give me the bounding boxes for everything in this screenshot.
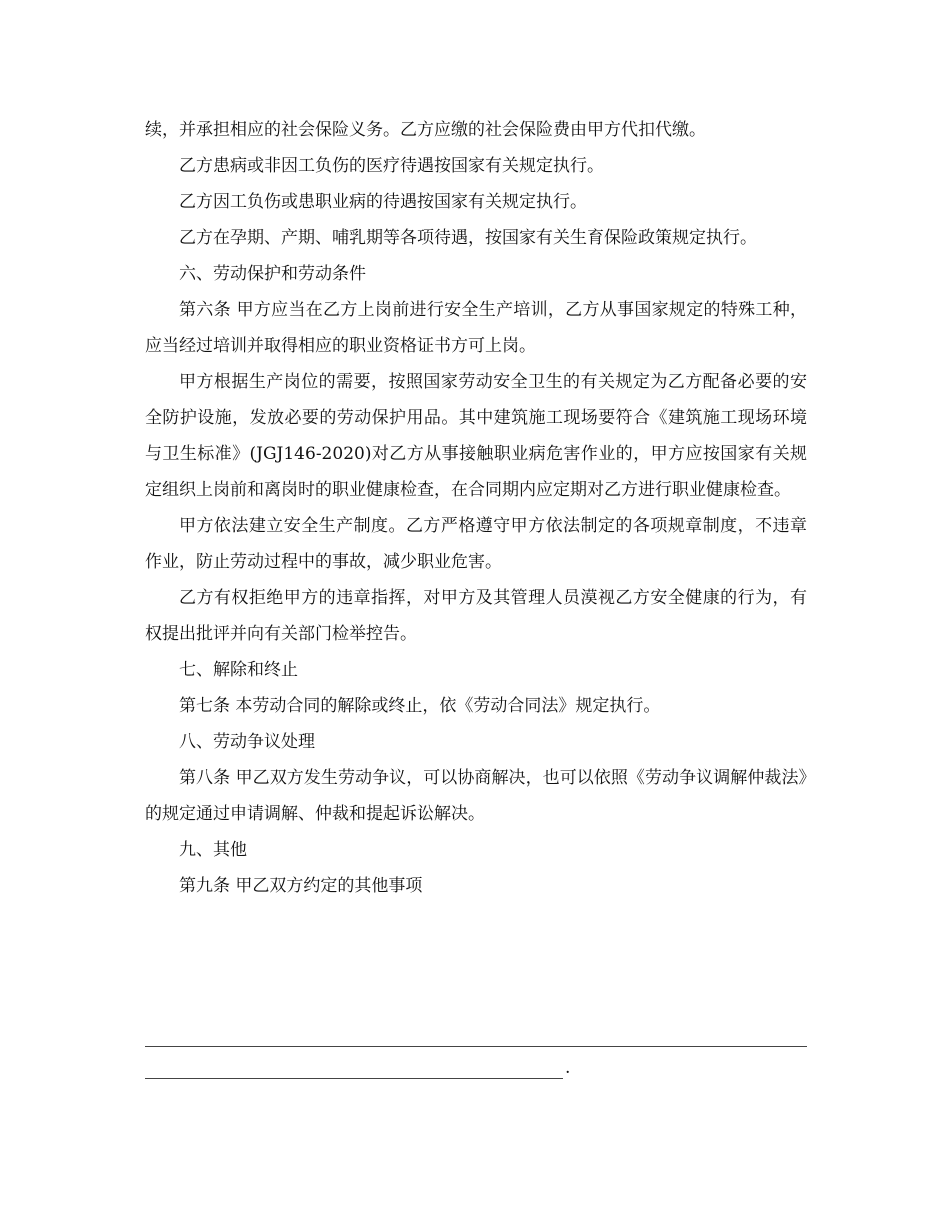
paragraph-work-injury-treatment: 乙方因工负伤或患职业病的待遇按国家有关规定执行。 [179, 192, 587, 212]
document-body [145, 112, 807, 904]
paragraph-maternity-treatment: 乙方在孕期、产期、哺乳期等各项待遇，按国家有关生育保险政策规定执行。 [179, 228, 757, 248]
article-nine: 第九条 甲乙双方约定的其他事项 [179, 876, 423, 896]
section-heading-termination: 七、解除和终止 [179, 660, 298, 680]
section-heading-labor-protection: 六、劳动保护和劳动条件 [179, 264, 366, 284]
paragraph-safety-system: 甲方依法建立安全生产制度。乙方严格遵守甲方依法制定的各项规章制度，不违章作业，防止劳动过程中的事故，减少职业危害。 [145, 516, 807, 572]
other-matters-blank-area [145, 1046, 807, 1088]
article-seven: 第七条 本劳动合同的解除或终止，依《劳动合同法》规定执行。 [179, 696, 661, 716]
article-eight: 第八条 甲乙双方发生劳动争议，可以协商解决，也可以依照《劳动争议调解仲裁法》的规定通过申请调解、仲裁和提起诉讼解决。 [145, 768, 807, 824]
article-six: 第六条 甲方应当在乙方上岗前进行安全生产培训，乙方从事国家规定的特殊工种，应当经过培训并取得相应的职业资格证书方可上岗。 [145, 300, 807, 356]
blank-line-period: . [565, 1058, 571, 1078]
paragraph-social-insurance-continued: 续，并承担相应的社会保险义务。乙方应缴的社会保险费由甲方代扣代缴。 [145, 120, 706, 140]
paragraph-safety-equipment: 甲方根据生产岗位的需要，按照国家劳动安全卫生的有关规定为乙方配备必要的安全防护设施，发放必要的劳动保护用品。其中建筑施工现场要符合《建筑施工现场环境与卫生标准》(JGJ146-2020)对乙方从事接触职业病危害作业的，甲方应按国家有关规定组织上岗前和离岗时的职业健康检查，在合同期内应定期对乙方进行职业健康检查。 [145, 372, 807, 500]
section-heading-other: 九、其他 [179, 840, 247, 860]
section-heading-dispute: 八、劳动争议处理 [179, 732, 315, 752]
paragraph-illness-treatment: 乙方患病或非因工负伤的医疗待遇按国家有关规定执行。 [179, 156, 604, 176]
blank-fill-line-row [145, 1058, 807, 1088]
blank-fill-line [145, 1078, 563, 1079]
paragraph-refuse-violation: 乙方有权拒绝甲方的违章指挥，对甲方及其管理人员漠视乙方安全健康的行为，有权提出批评并向有关部门检举控告。 [145, 588, 807, 644]
blank-fill-line [145, 1046, 807, 1047]
